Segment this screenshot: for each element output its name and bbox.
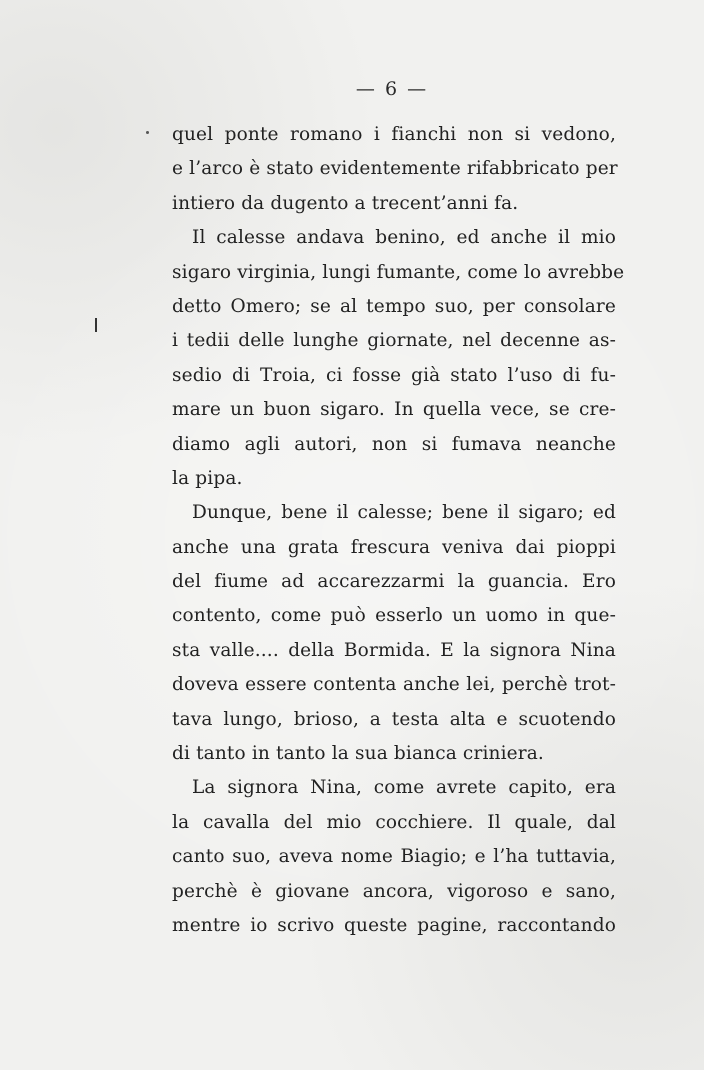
text-line: mare un buon sigaro. In quella vece, se cre- bbox=[172, 399, 616, 421]
text-line: sigaro virginia, lungi fumante, come lo avrebbe bbox=[172, 261, 625, 283]
text-line: sedio di Troia, ci fosse già stato l’uso di fu- bbox=[172, 364, 616, 386]
text-line: quel ponte romano i fianchi non si vedono, bbox=[172, 124, 616, 145]
text-line: di tanto in tanto la sua bianca criniera. bbox=[172, 743, 544, 765]
text-line: anche una grata frescura veniva dai pioppi bbox=[172, 536, 616, 558]
scan-mark bbox=[95, 318, 97, 332]
text-line: la pipa. bbox=[172, 467, 243, 489]
text-line: sta valle.... della Bormida. E la signora Nina bbox=[172, 639, 616, 661]
text-line: Il calesse andava benino, ed anche il mio bbox=[192, 227, 616, 249]
text-line: e l’arco è stato evidentemente rifabbricato per bbox=[172, 158, 618, 180]
text-line: diamo agli autori, non si fumava neanche bbox=[172, 433, 616, 455]
text-line: Dunque, bene il calesse; bene il sigaro; ed bbox=[192, 502, 616, 524]
page-number: — 6 — bbox=[355, 78, 429, 100]
text-line: perchè è giovane ancora, vigoroso e sano, bbox=[172, 880, 616, 902]
body-text bbox=[172, 118, 625, 943]
text-line: i tedii delle lunghe giornate, nel decenne as- bbox=[172, 330, 616, 352]
text-line: tava lungo, brioso, a testa alta e scuotendo bbox=[172, 708, 616, 730]
text-line: intiero da dugento a trecent’anni fa. bbox=[172, 192, 519, 214]
text-line: la cavalla del mio cocchiere. Il quale, dal bbox=[172, 811, 616, 833]
text-line: doveva essere contenta anche lei, perchè trot- bbox=[172, 674, 616, 696]
text-line: del fiume ad accarezzarmi la guancia. Ero bbox=[172, 571, 616, 593]
text-line: La signora Nina, come avrete capito, era bbox=[192, 777, 616, 799]
text-line: canto suo, aveva nome Biagio; e l’ha tuttavia, bbox=[172, 846, 616, 868]
text-line: contento, come può esserlo un uomo in que- bbox=[172, 605, 616, 627]
text-line: mentre io scrivo queste pagine, raccontando bbox=[172, 914, 616, 936]
scan-speck bbox=[146, 131, 149, 134]
text-line: detto Omero; se al tempo suo, per consolare bbox=[172, 295, 616, 317]
